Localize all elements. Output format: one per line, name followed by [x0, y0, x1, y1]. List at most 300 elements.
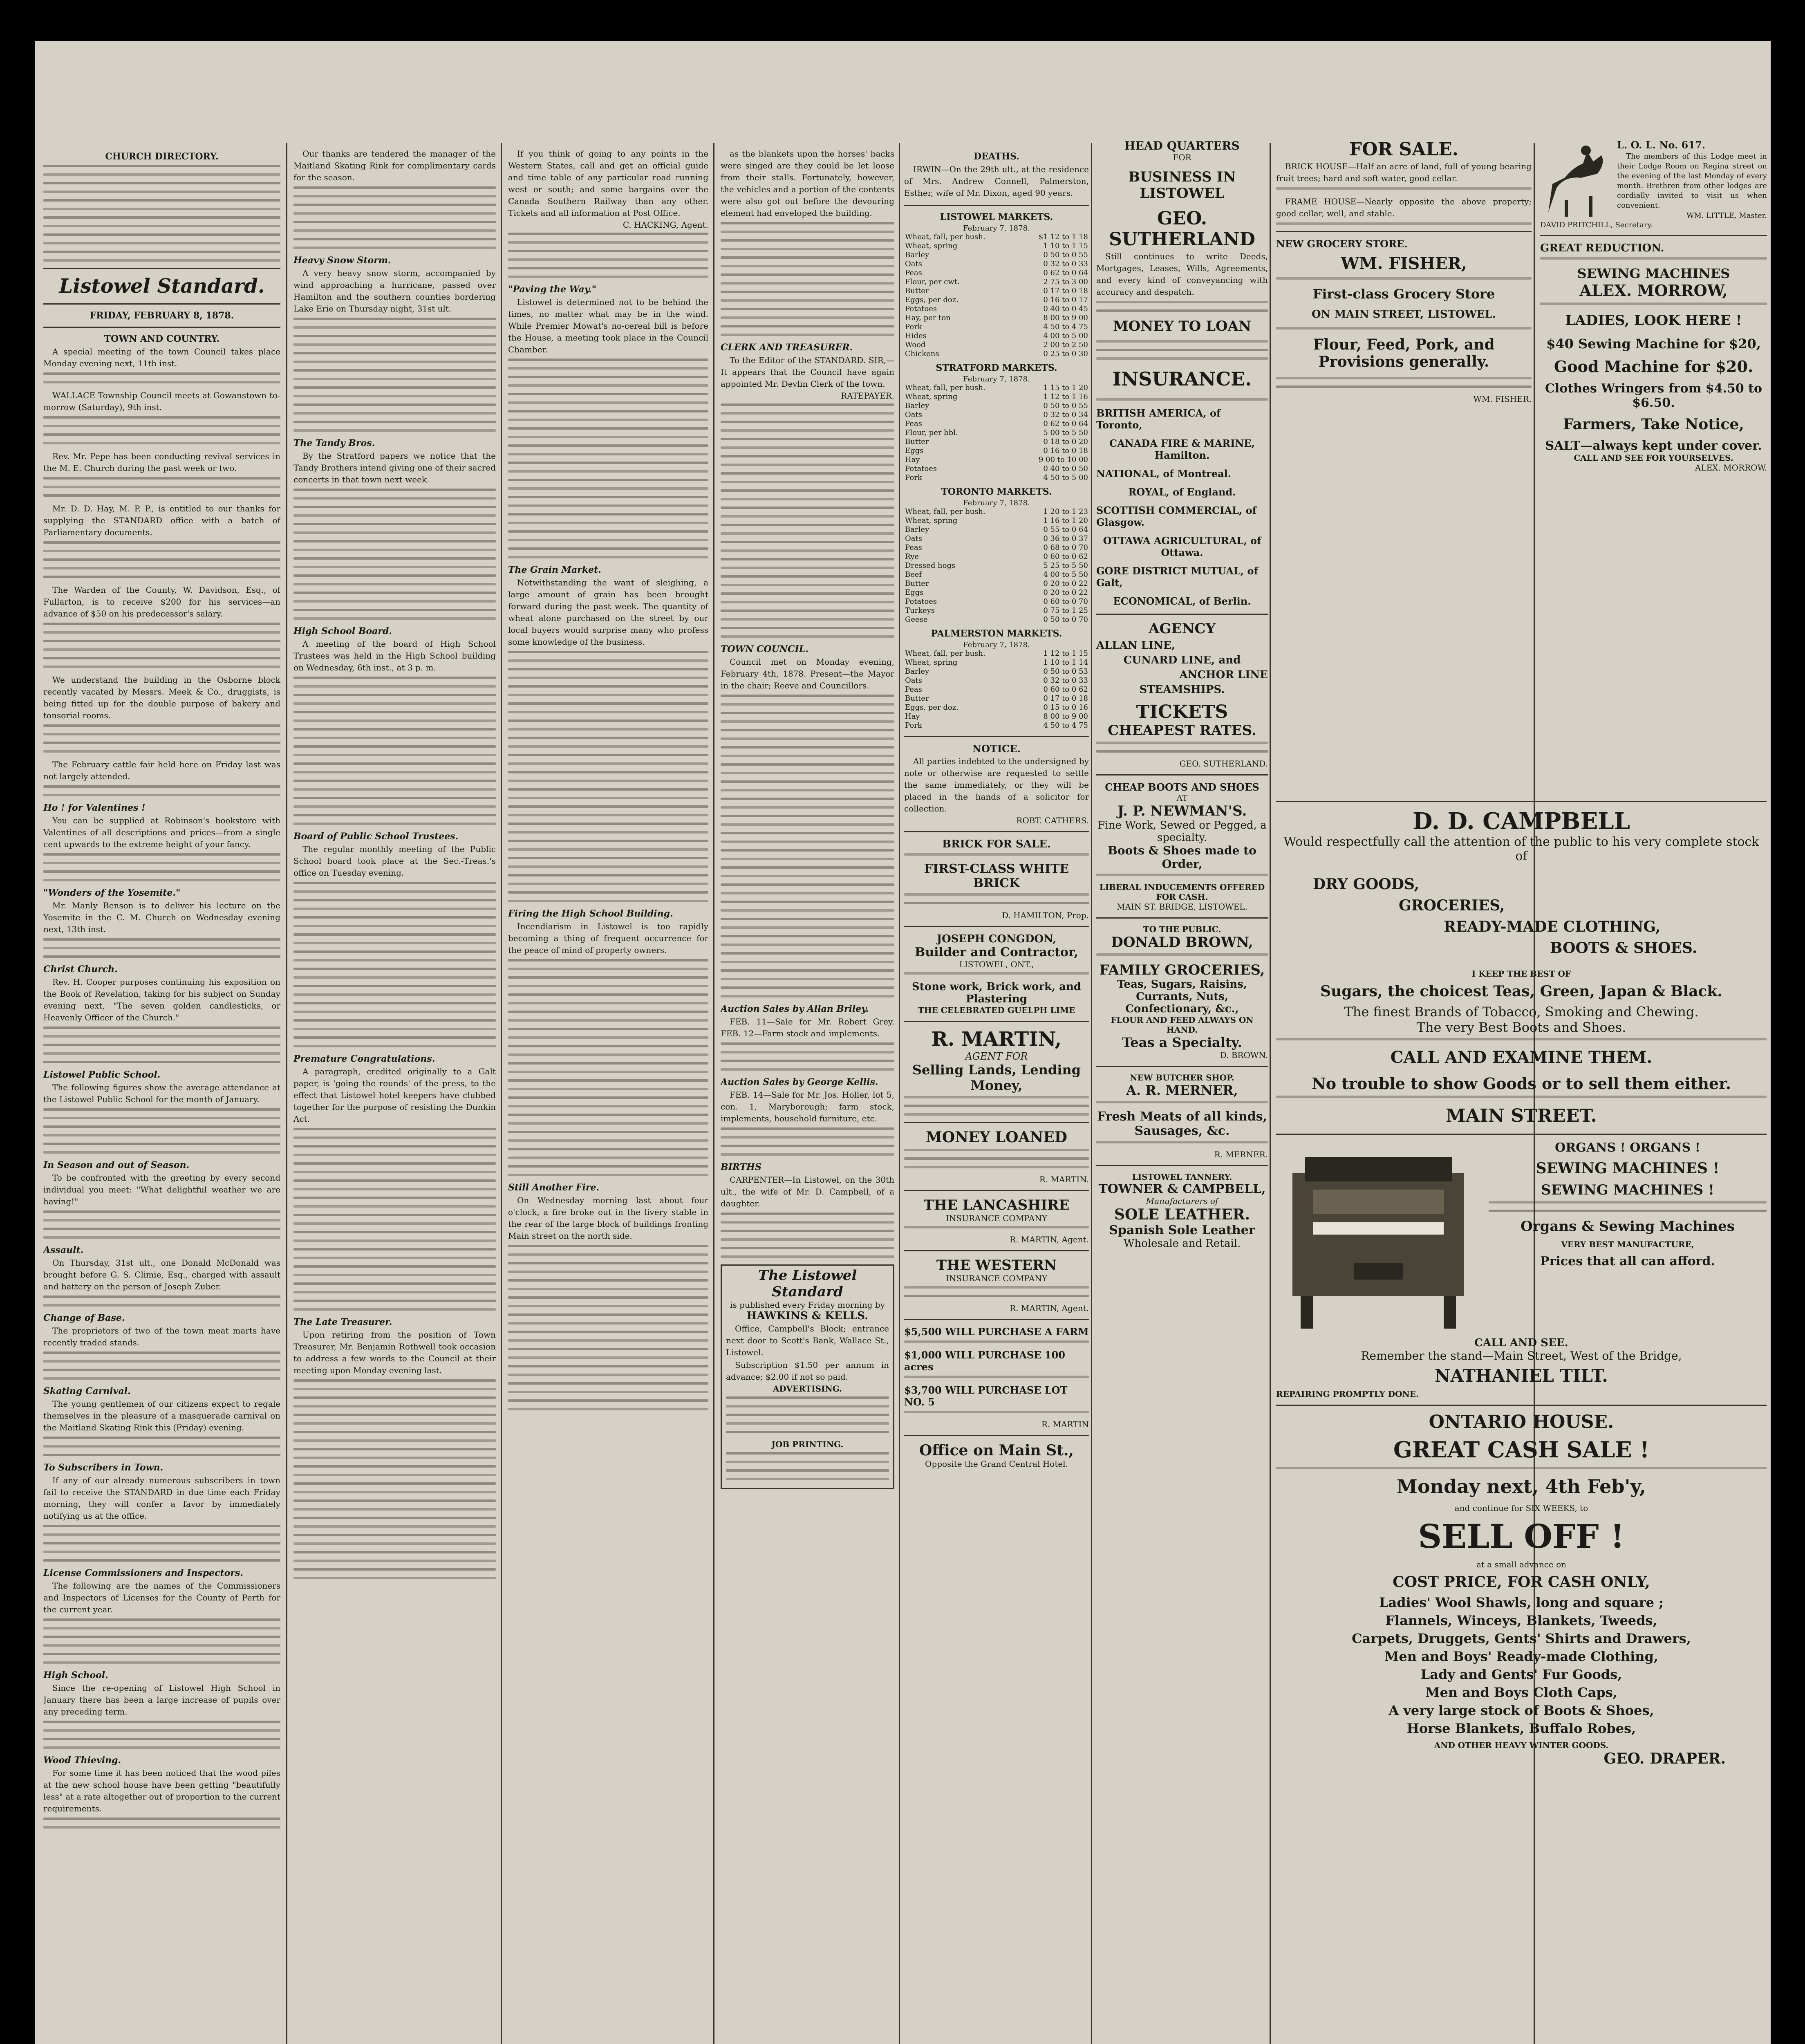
text-line-filler [293, 557, 496, 560]
agency-heading: AGENCY [1149, 621, 1216, 637]
market-heading: LISTOWEL MARKETS. [940, 212, 1053, 222]
market-item: Peas [905, 419, 922, 428]
text-line-filler [43, 955, 280, 958]
text-line-filler [293, 489, 496, 491]
article-text: We understand the building in the Osborne block recently vacated by Messrs. Meek & Co., druggists, is being fitted up for the double purpose of bakery and tonsorial rooms. [43, 675, 280, 720]
text-line-filler [293, 395, 496, 397]
market-row [904, 703, 1089, 712]
morrow-name: ALEX. MORROW, [1579, 281, 1728, 300]
text-line-filler [721, 507, 894, 509]
text-line-filler [721, 1127, 894, 1130]
market-row [904, 233, 1089, 242]
text-line-filler [293, 1499, 496, 1502]
text-line-filler [293, 933, 496, 936]
text-line-filler [508, 976, 708, 979]
ontario-item: Lady and Gents' Fur Goods, [1420, 1667, 1622, 1682]
market-row [904, 410, 1089, 419]
text-line-filler [508, 891, 708, 894]
article-heading: Auction Sales by Allan Briley. [721, 1004, 869, 1014]
text-line-filler [293, 694, 496, 696]
text-line-filler [43, 750, 280, 753]
western-sign: R. MARTIN, Agent. [1010, 1303, 1089, 1313]
text-line-filler [508, 436, 708, 438]
market-price: 8 00 to 9 00 [1043, 712, 1088, 721]
text-line-filler [508, 1011, 708, 1013]
text-line-filler [293, 204, 496, 206]
organs-os: Organs & Sewing Machines [1521, 1218, 1735, 1235]
text-line-filler [508, 367, 708, 370]
market-row [904, 712, 1089, 721]
text-line-filler [721, 840, 894, 843]
text-line-filler [508, 1028, 708, 1030]
text-line-filler [293, 685, 496, 688]
text-line-filler [43, 1351, 280, 1354]
text-line-filler [721, 772, 894, 774]
campbell-tobacco: The finest Brands of Tobacco, Smoking and Chewing. [1344, 1004, 1699, 1020]
text-line-filler [43, 862, 280, 864]
text-line-filler [293, 1136, 496, 1139]
text-line-filler [508, 522, 708, 524]
text-line-filler [508, 1002, 708, 1004]
text-line-filler [293, 386, 496, 389]
merner-sign: R. MERNER. [1214, 1150, 1268, 1159]
text-line-filler [721, 549, 894, 552]
notice-sign: ROBT. CATHERS. [1016, 816, 1089, 825]
brown-list: Teas, Sugars, Raisins, Currants, Nuts, Confectionary, &c., [1117, 978, 1247, 1015]
article-text: You can be supplied at Robinson's bookstore with Valentines of all descriptions and prices—from a single cent upwards to the extreme height of your fancy. [43, 816, 280, 849]
sutherland-sign: GEO. SUTHERLAND. [1179, 759, 1268, 769]
market-price: 0 68 to 0 70 [1043, 543, 1088, 552]
text-line-filler [293, 1045, 496, 1047]
office-sub: Opposite the Grand Central Hotel. [925, 1459, 1068, 1469]
text-line-filler [293, 728, 496, 731]
market-item: Wheat, spring [905, 658, 958, 667]
text-line-filler [508, 1245, 708, 1247]
market-row [904, 667, 1089, 676]
text-line-filler [508, 685, 708, 688]
market-item: Wheat, fall, per bush. [905, 649, 985, 658]
text-line-filler [721, 325, 894, 327]
article-text: FEB. 11—Sale for Mr. Robert Grey. FEB. 12—Farm stock and implements. [721, 1017, 894, 1038]
standard-box-job-printing: JOB PRINTING. [771, 1439, 844, 1449]
article-heading: "Paving the Way." [508, 284, 597, 295]
insurance-list [1096, 407, 1268, 607]
lol-master: WM. LITTLE, Master. [1686, 211, 1767, 220]
article-text: On Wednesday morning last about four o'clock, a fire broke out in the livery stable in the rear of the large block of buildings fronting Main street on the north side. [508, 1195, 708, 1241]
farm-sign: R. MARTIN [1041, 1419, 1089, 1429]
market-item: Butter [905, 437, 929, 446]
text-line-filler [43, 794, 280, 796]
market-price: 2 00 to 2 50 [1043, 341, 1088, 349]
hq-heading: HEAD QUARTERS [1124, 139, 1240, 152]
text-line-filler [293, 1525, 496, 1528]
text-line-filler [508, 556, 708, 558]
standard-box-sub: Subscription $1.50 per annum in advance; $2.00 if not so paid. [726, 1360, 889, 1382]
text-line-filler [721, 961, 894, 963]
text-line-filler [293, 1291, 496, 1293]
text-line-filler [43, 1108, 280, 1111]
market-price: 0 50 to 0 55 [1043, 251, 1088, 259]
market-item: Potatoes [905, 305, 937, 313]
article-text: A paragraph, credited originally to a Galt paper, is 'going the rounds' of the press, to the effect that Listowel hotel keepers have clubbed together for the purpose of resisting the Dunkin Act. [293, 1067, 496, 1124]
text-line-filler [293, 1248, 496, 1251]
text-line-filler [293, 1282, 496, 1285]
text-line-filler [293, 985, 496, 987]
tannery-heading: LISTOWEL TANNERY. [1132, 1172, 1232, 1182]
text-line-filler [293, 1197, 496, 1199]
market-price: 1 10 to 1 15 [1043, 242, 1088, 250]
campbell-call: CALL AND EXAMINE THEM. [1390, 1048, 1653, 1067]
text-line-filler [721, 703, 894, 706]
text-line-filler [508, 276, 708, 278]
text-line-filler [43, 1445, 280, 1448]
text-line-filler [721, 1136, 894, 1139]
text-line-filler [508, 1253, 708, 1256]
market-item: Hay [905, 455, 920, 464]
text-line-filler [508, 496, 708, 498]
article-heading: High School Board. [293, 626, 392, 637]
text-line-filler [43, 1454, 280, 1456]
text-line-filler [508, 840, 708, 842]
text-line-filler [43, 1437, 280, 1439]
text-line-filler [293, 497, 496, 500]
tannery-ws: Wholesale and Retail. [1123, 1237, 1241, 1250]
text-line-filler [43, 1117, 280, 1119]
text-line-filler [508, 1156, 708, 1159]
tannery-spanish: Spanish Sole Leather [1109, 1223, 1255, 1237]
text-line-filler [508, 267, 708, 269]
market-price: 0 55 to 0 64 [1043, 525, 1088, 534]
text-line-filler [293, 677, 496, 679]
markets [904, 212, 1089, 730]
text-line-filler [508, 719, 708, 722]
office-heading: Office on Main St., [919, 1442, 1074, 1459]
market-row [904, 676, 1089, 685]
market-price: 5 25 to 5 50 [1043, 561, 1088, 570]
text-line-filler [721, 412, 894, 415]
text-line-filler [721, 472, 894, 475]
tickets-sub: CHEAPEST RATES. [1108, 722, 1256, 739]
farm3-heading: $3,700 WILL PURCHASE LOT NO. 5 [904, 1384, 1068, 1408]
text-line-filler [721, 909, 894, 912]
text-line-filler [721, 567, 894, 569]
ontario-weeks: and continue for SIX WEEKS, to [1454, 1503, 1588, 1513]
column-2 [293, 147, 496, 2044]
text-line-filler [721, 1230, 894, 1232]
market-row [904, 350, 1089, 359]
text-line-filler [721, 695, 894, 697]
lol-text: The members of this Lodge meet in their Lodge Room on Regina street on the evening of the last Monday of every month. Brethren from other lodges are cordially invited to visit us when convenient. [1617, 152, 1767, 210]
text-line-filler [293, 993, 496, 996]
text-line-filler [508, 1165, 708, 1168]
text-line-filler [43, 550, 280, 552]
text-line-filler [721, 248, 894, 250]
market-table [904, 507, 1089, 624]
market-row [904, 507, 1089, 516]
text-line-filler [293, 326, 496, 329]
article-heading: The Late Treasurer. [293, 1317, 392, 1327]
standard-box-publishers: HAWKINS & KELLS. [746, 1310, 869, 1322]
lancashire-sub: INSURANCE COMPANY [945, 1213, 1048, 1223]
text-line-filler [43, 938, 280, 941]
market-price: 4 50 to 4 75 [1043, 721, 1088, 730]
text-line-filler [293, 540, 496, 542]
market-row [904, 516, 1089, 525]
brown-family: FAMILY GROCERIES, [1099, 962, 1265, 978]
text-line-filler [721, 737, 894, 740]
market-price: 0 60 to 0 62 [1043, 552, 1088, 561]
market-row [904, 260, 1089, 269]
text-line-filler [43, 947, 280, 949]
text-line-filler [43, 1304, 280, 1307]
text-line-filler [43, 666, 280, 668]
market-row [904, 615, 1089, 624]
market-row [904, 455, 1089, 464]
text-line-filler [721, 489, 894, 492]
text-line-filler [508, 233, 708, 235]
text-line-filler [721, 222, 894, 224]
insurance-company: ECONOMICAL, of Berlin. [1113, 595, 1251, 607]
text-line-filler [721, 635, 894, 638]
morrow-farmers: Farmers, Take Notice, [1563, 416, 1744, 433]
text-line-filler [293, 1465, 496, 1468]
text-line-filler [508, 1131, 708, 1133]
text-line-filler [293, 908, 496, 910]
text-line-filler [721, 256, 894, 259]
text-line-filler [721, 438, 894, 440]
text-line-filler [508, 865, 708, 868]
market-item: Eggs [905, 446, 924, 455]
text-line-filler [508, 1356, 708, 1359]
text-line-filler [508, 762, 708, 765]
brick-sign: D. HAMILTON, Prop. [1002, 910, 1089, 920]
agency-line: STEAMSHIPS. [1139, 684, 1225, 696]
text-line-filler [508, 376, 708, 378]
text-line-filler [43, 1369, 280, 1371]
market-row [904, 323, 1089, 332]
market-row [904, 314, 1089, 323]
market-price: 0 32 to 0 34 [1043, 410, 1088, 419]
market-price: 0 62 to 0 64 [1043, 269, 1088, 277]
text-line-filler [721, 421, 894, 423]
market-price: 0 15 to 0 16 [1043, 703, 1088, 712]
farm2-heading: $1,000 WILL PURCHASE 100 acres [904, 1349, 1065, 1373]
ontario-item: Ladies' Wool Shawls, long and square ; [1379, 1595, 1664, 1610]
article-text: Rev. H. Cooper purposes continuing his exposition on the Book of Revelation, taking for his subject on Sunday evening next, "The seven golden candlesticks, or Heavenly Officer of the Church." [43, 977, 280, 1022]
text-line-filler [293, 1482, 496, 1485]
text-line-filler [721, 403, 894, 406]
market-table [904, 649, 1089, 730]
article-text: Incendiarism in Listowel is too rapidly becoming a thing of frequent occurrence for the peace of mind of property owners. [508, 921, 708, 955]
money-loaned-heading: MONEY LOANED [926, 1129, 1067, 1146]
article-text: Upon retiring from the position of Town Treasurer, Mr. Benjamin Rothwell took occasion to address a few words to the Council at their meeting upon Monday evening last. [293, 1330, 496, 1375]
morrow-sm: SEWING MACHINES [1577, 266, 1730, 281]
campbell-ad [1274, 795, 1769, 1767]
market-item: Oats [905, 676, 922, 685]
market-item: Potatoes [905, 597, 937, 606]
text-line-filler [508, 470, 708, 473]
article-text: Listowel is determined not to be behind the times, no matter what may be in the wind. While Premier Mowat's no-cereal bill is before the House, a meeting took place in the Council Chamber. [508, 297, 708, 354]
text-line-filler [43, 1738, 280, 1740]
congdon-town: LISTOWEL, ONT., [959, 959, 1034, 969]
text-line-filler [293, 737, 496, 739]
congdon-heading: JOSEPH CONGDON, [936, 933, 1057, 945]
text-line-filler [721, 592, 894, 595]
market-row [904, 606, 1089, 615]
text-line-filler [721, 746, 894, 749]
for-sale-heading: FOR SALE. [1349, 139, 1459, 160]
text-line-filler [508, 547, 708, 550]
market-item: Wheat, fall, per bush. [905, 383, 985, 392]
campbell-heading: D. D. CAMPBELL [1413, 808, 1630, 835]
organs-best: VERY BEST MANUFACTURE, [1561, 1239, 1694, 1249]
text-line-filler [721, 986, 894, 989]
market-price: 1 12 to 1 16 [1043, 392, 1088, 401]
text-line-filler [43, 425, 280, 427]
market-table [904, 383, 1089, 482]
text-line-filler [293, 378, 496, 380]
ontario-monday: Monday next, 4th Feb'y, [1397, 1475, 1646, 1497]
market-row [904, 525, 1089, 534]
western-sub: INSURANCE COMPANY [945, 1273, 1048, 1283]
text-line-filler [508, 1399, 708, 1402]
text-line-filler [293, 1439, 496, 1442]
text-line-filler [293, 890, 496, 893]
text-line-filler [293, 617, 496, 620]
text-line-filler [721, 239, 894, 242]
text-line-filler [293, 195, 496, 197]
campbell-dry: DRY GOODS, [1313, 876, 1420, 893]
text-line-filler [43, 494, 280, 497]
market-price: 8 00 to 9 00 [1043, 314, 1088, 322]
text-line-filler [293, 335, 496, 337]
deaths-heading: DEATHS. [974, 151, 1019, 162]
market-item: Pork [905, 323, 922, 331]
text-line-filler [293, 1542, 496, 1545]
article-text: The following are the names of the Commissioners and Inspectors of Licenses for the County of Perth for the current year. [43, 1581, 280, 1614]
market-row [904, 694, 1089, 703]
merner-name: A. R. MERNER, [1126, 1083, 1238, 1098]
text-line-filler [43, 1826, 280, 1829]
market-item: Potatoes [905, 464, 937, 473]
market-item: Chickens [905, 350, 939, 358]
sutherland-text: Still continues to write Deeds, Mortgages, Leases, Wills, Agreements, and every kind of conveyancing with accuracy and despatch. [1096, 251, 1268, 297]
article-heading: Board of Public School Trustees. [293, 831, 459, 842]
tannery-sole: SOLE LEATHER. [1114, 1206, 1250, 1223]
merner-fresh: Fresh Meats of all kinds, Sausages, &c. [1097, 1109, 1268, 1138]
article-heading: Premature Congratulations. [293, 1053, 435, 1064]
market-price: 4 50 to 4 75 [1043, 323, 1088, 331]
text-line-filler [721, 858, 894, 860]
text-line-filler [721, 875, 894, 877]
text-line-filler [43, 567, 280, 569]
standard-box-title: The Listowel Standard [758, 1267, 857, 1300]
text-line-filler [508, 728, 708, 731]
text-line-filler [293, 1265, 496, 1268]
text-line-filler [43, 1636, 280, 1638]
grocery-heading: NEW GROCERY STORE. [1276, 238, 1408, 250]
market-price: 0 60 to 0 70 [1043, 597, 1088, 606]
ontario-item: Carpets, Druggets, Gents' Shirts and Drawers, [1352, 1631, 1691, 1646]
text-line-filler [293, 1517, 496, 1519]
text-line-filler [721, 969, 894, 972]
text-line-filler [508, 737, 708, 739]
text-line-filler [43, 1661, 280, 1664]
article-text: For some time it has been noticed that the wood piles at the new school house have been getting "beautifully less" at a rate altogether out of proportion to the current requirements. [43, 1768, 280, 1813]
text-line-filler [508, 659, 708, 662]
text-line-filler [508, 780, 708, 782]
article-heading: In Season and out of Season. [43, 1160, 190, 1170]
text-line-filler [43, 1360, 280, 1363]
text-line-filler [43, 1729, 280, 1732]
market-item: Flour, per bbl. [905, 428, 958, 437]
column-4-items [721, 148, 894, 1258]
text-line-filler [508, 1382, 708, 1385]
money-sign: R. MARTIN. [1039, 1174, 1089, 1184]
text-line-filler [508, 883, 708, 885]
fisher-main: ON MAIN STREET, LISTOWEL. [1312, 308, 1496, 320]
campbell-sugars: Sugars, the choicest Teas, Green, Japan & Black. [1320, 983, 1722, 1000]
text-line-filler [43, 416, 280, 419]
text-line-filler [293, 1214, 496, 1216]
market-item: Eggs [905, 588, 924, 597]
market-heading: TORONTO MARKETS. [941, 486, 1052, 497]
organ-illustration-icon [1276, 1141, 1480, 1337]
deaths-text: IRWIN—On the 29th ult., at the residence of Mrs. Andrew Connell, Palmerston, Esther, wife of Mr. Dixon, aged 90 years. [904, 164, 1089, 198]
article-text: CARPENTER—In Listowel, on the 30th ult., the wife of Mr. D. Campbell, of a daughter. [721, 1175, 894, 1208]
market-row [904, 597, 1089, 606]
text-line-filler [508, 1045, 708, 1047]
text-line-filler [43, 1044, 280, 1046]
market-price: 0 50 to 0 53 [1043, 667, 1088, 676]
text-line-filler [293, 1568, 496, 1571]
text-line-filler [43, 1377, 280, 1380]
market-item: Flour, per cwt. [905, 278, 960, 286]
market-price: 0 62 to 0 64 [1043, 419, 1088, 428]
hq-for: FOR [1173, 152, 1191, 162]
text-line-filler [43, 1746, 280, 1749]
text-line-filler [43, 1525, 280, 1527]
text-line-filler [508, 993, 708, 996]
article-heading: The Grain Market. [508, 565, 601, 575]
text-line-filler [508, 250, 708, 252]
market-price: 0 20 to 0 22 [1043, 579, 1088, 588]
market-item: Peas [905, 269, 922, 277]
text-line-filler [43, 733, 280, 735]
article-heading: Auction Sales by George Kellis. [721, 1077, 878, 1087]
column-3-items [508, 148, 708, 1410]
text-line-filler [293, 1036, 496, 1039]
market-row [904, 305, 1089, 314]
text-line-filler [721, 273, 894, 276]
text-line-filler [508, 359, 708, 361]
text-line-filler [721, 610, 894, 612]
article-heading: Wood Thieving. [43, 1755, 121, 1766]
market-item: Barley [905, 251, 929, 259]
text-line-filler [293, 1222, 496, 1225]
brown-flour: FLOUR AND FEED ALWAYS ON HAND. [1111, 1015, 1254, 1035]
text-line-filler [508, 513, 708, 515]
text-line-filler [43, 381, 280, 383]
morrow-good: Good Machine for $20. [1554, 357, 1753, 376]
market-item: Barley [905, 401, 929, 410]
article-text: If you think of going to any points in the Western States, call and get an official guide and time table of any particular road running west or south; and some bargains over the Canada Southern Railway than any other. Tickets and all information at Post Office. [508, 149, 708, 218]
market-row [904, 543, 1089, 552]
text-line-filler [508, 384, 708, 387]
market-price: 1 15 to 1 20 [1043, 383, 1088, 392]
article-text: Our thanks are tendered the manager of the Maitland Skating Rink for complimentary cards for the season. [293, 149, 496, 182]
text-line-filler [508, 848, 708, 851]
